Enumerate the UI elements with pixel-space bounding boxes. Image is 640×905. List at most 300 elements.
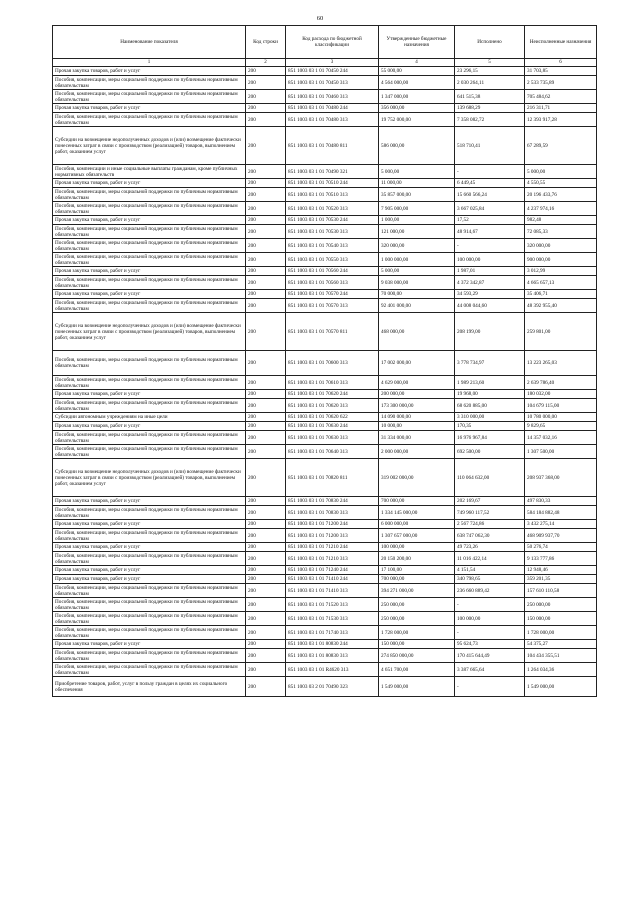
header-approved: Утвержденные бюджетные назначения (379, 26, 455, 59)
table-body (53, 67, 597, 697)
row-name: Пособия, компенсации, меры социальной поддержки по публичным нормативным обязательствам (53, 584, 246, 598)
row-approved: 5 000,00 (379, 267, 455, 276)
row-executed: 34 593,29 (455, 290, 525, 299)
row-executed: - (455, 239, 525, 253)
row-name: Прочая закупка товаров, работ и услуг (53, 422, 246, 431)
row-remaining: 4 237 974,16 (525, 202, 597, 216)
row-remaining: 14 357 032,16 (525, 431, 597, 445)
row-budget-code: 851 1003 03 1 01 70630 244 (286, 422, 379, 431)
budget-execution-table (52, 25, 597, 697)
row-executed: 1 987,01 (455, 267, 525, 276)
table-row (53, 506, 597, 520)
table-row (53, 104, 597, 113)
row-executed: 110 064 632,00 (455, 459, 525, 497)
row-budget-code: 851 1003 03 1 01 70480 244 (286, 104, 379, 113)
row-name: Пособия, компенсации, меры социальной поддержки по публичным нормативным обязательствам (53, 299, 246, 313)
row-remaining: 35 406,71 (525, 290, 597, 299)
row-approved: 173 300 000,00 (379, 399, 455, 413)
row-name: Субсидии на возмещение недополученных доходов и (или) возмещение фактически понесенных затрат в связи с производством (реализацией) товаров, выполнением работ, оказанием услуг (53, 313, 246, 351)
row-remaining: 54 375,27 (525, 640, 597, 649)
table-row (53, 165, 597, 179)
table-row (53, 188, 597, 202)
table-row (53, 663, 597, 677)
row-name: Прочая закупка товаров, работ и услуг (53, 290, 246, 299)
row-executed: 68 620 885,00 (455, 399, 525, 413)
row-line-code: 200 (246, 413, 286, 422)
row-name: Пособия, компенсации, меры социальной поддержки по публичным нормативным обязательствам (53, 376, 246, 390)
row-approved: 14 090 000,00 (379, 413, 455, 422)
row-remaining: 259 801,00 (525, 313, 597, 351)
column-number: 4 (379, 59, 455, 67)
row-remaining: 320 000,00 (525, 239, 597, 253)
row-approved: 10 000,00 (379, 422, 455, 431)
row-remaining: 4 550,55 (525, 179, 597, 188)
table-row (53, 413, 597, 422)
row-approved: 100 000,00 (379, 543, 455, 552)
row-name: Пособия, компенсации, меры социальной поддержки по публичным нормативным обязательствам (53, 225, 246, 239)
row-executed: 23 296,15 (455, 67, 525, 76)
row-remaining: 104 679 115,00 (525, 399, 597, 413)
row-line-code: 200 (246, 520, 286, 529)
row-remaining: 468 909 937,70 (525, 529, 597, 543)
row-name: Прочая закупка товаров, работ и услуг (53, 216, 246, 225)
row-line-code: 200 (246, 376, 286, 390)
row-name: Пособия, компенсации, меры социальной поддержки по публичным нормативным обязательствам (53, 626, 246, 640)
row-remaining: 1 549 000,00 (525, 677, 597, 697)
row-name: Пособия, компенсации, меры социальной поддержки по публичным нормативным обязательствам (53, 552, 246, 566)
row-approved: 320 000,00 (379, 239, 455, 253)
row-approved: 31 334 000,00 (379, 431, 455, 445)
row-executed: - (455, 626, 525, 640)
table-row (53, 598, 597, 612)
row-name: Пособия, компенсации, меры социальной поддержки по публичным нормативным обязательствам (53, 188, 246, 202)
row-remaining: 359 201,35 (525, 575, 597, 584)
row-name: Прочая закупка товаров, работ и услуг (53, 566, 246, 575)
row-executed: 518 710,41 (455, 127, 525, 165)
row-budget-code: 851 1003 03 1 01 70540 313 (286, 239, 379, 253)
row-approved: 356 000,00 (379, 104, 455, 113)
row-budget-code: 851 1003 03 1 01 70510 313 (286, 188, 379, 202)
row-executed: - (455, 165, 525, 179)
table-row (53, 649, 597, 663)
row-line-code: 200 (246, 351, 286, 376)
table-row (53, 216, 597, 225)
row-remaining: 1 264 034,36 (525, 663, 597, 677)
row-line-code: 200 (246, 640, 286, 649)
row-line-code: 200 (246, 188, 286, 202)
row-approved: 394 271 000,00 (379, 584, 455, 598)
row-remaining: 5 000,00 (525, 165, 597, 179)
row-executed: 3 310 000,00 (455, 413, 525, 422)
row-budget-code: 851 1003 03 1 01 70640 313 (286, 445, 379, 459)
row-name: Пособия, компенсации, меры социальной поддержки по публичным нормативным обязательствам (53, 529, 246, 543)
row-line-code: 200 (246, 431, 286, 445)
row-name: Пособия, компенсации, меры социальной поддержки по публичным нормативным обязательствам (53, 431, 246, 445)
row-approved: 35 857 000,00 (379, 188, 455, 202)
row-budget-code: 851 1003 03 1 01 70520 313 (286, 202, 379, 216)
row-name: Пособия, компенсации, меры социальной поддержки по публичным нормативным обязательствам (53, 76, 246, 90)
row-executed: 4 151,54 (455, 566, 525, 575)
table-row (53, 351, 597, 376)
row-approved: 1 549 000,00 (379, 677, 455, 697)
row-executed: 1 989 213,60 (455, 376, 525, 390)
row-remaining: 208 937 368,00 (525, 459, 597, 497)
table-row (53, 225, 597, 239)
table-row (53, 566, 597, 575)
row-remaining: 10 780 000,00 (525, 413, 597, 422)
row-budget-code: 851 1003 03 1 01 70480 811 (286, 127, 379, 165)
row-line-code: 200 (246, 445, 286, 459)
row-executed: 48 914,67 (455, 225, 525, 239)
row-approved: 9 038 000,00 (379, 276, 455, 290)
row-line-code: 200 (246, 566, 286, 575)
row-remaining: 12 948,46 (525, 566, 597, 575)
row-budget-code: 851 1003 03 1 01 70620 244 (286, 390, 379, 399)
row-remaining: 9 829,65 (525, 422, 597, 431)
header-executed: Исполнено (455, 26, 525, 59)
table-row (53, 239, 597, 253)
row-budget-code: 851 1003 03 1 01 71410 313 (286, 584, 379, 598)
table-row (53, 399, 597, 413)
row-line-code: 200 (246, 76, 286, 90)
row-approved: 1 000,00 (379, 216, 455, 225)
row-approved: 700 000,00 (379, 497, 455, 506)
header-line-code: Код строки (246, 26, 286, 59)
row-name: Пособия, компенсации, меры социальной поддержки по публичным нормативным обязательствам (53, 239, 246, 253)
row-remaining: 67 289,59 (525, 127, 597, 165)
header-budget-code: Код расхода по бюджетной классификации (286, 26, 379, 59)
table-row (53, 76, 597, 90)
row-approved: 150 000,00 (379, 640, 455, 649)
row-approved: 70 000,00 (379, 290, 455, 299)
table-row (53, 127, 597, 165)
column-number: 3 (286, 59, 379, 67)
row-remaining: 31 703,85 (525, 67, 597, 76)
row-name: Прочая закупка товаров, работ и услуг (53, 575, 246, 584)
row-executed: 95 624,73 (455, 640, 525, 649)
row-name: Пособия, компенсации, меры социальной поддержки по публичным нормативным обязательствам (53, 649, 246, 663)
row-remaining: 13 223 265,03 (525, 351, 597, 376)
table-row (53, 677, 597, 697)
table-row (53, 445, 597, 459)
row-line-code: 200 (246, 202, 286, 216)
row-executed: 749 960 117,52 (455, 506, 525, 520)
table-row (53, 584, 597, 598)
row-approved: 17 100,00 (379, 566, 455, 575)
row-budget-code: 851 1003 03 1 01 70570 244 (286, 290, 379, 299)
row-name: Пособия, компенсации, меры социальной поддержки по публичным нормативным обязательствам (53, 612, 246, 626)
row-budget-code: 851 1003 03 1 01 70830 313 (286, 506, 379, 520)
row-name: Прочая закупка товаров, работ и услуг (53, 497, 246, 506)
row-executed: 641 515,38 (455, 90, 525, 104)
column-number: 2 (246, 59, 286, 67)
row-name: Пособия, компенсации, меры социальной поддержки по публичным нормативным обязательствам (53, 506, 246, 520)
table-row (53, 552, 597, 566)
row-budget-code: 851 1003 03 2 01 70490 323 (286, 677, 379, 697)
row-executed: 7 358 082,72 (455, 113, 525, 127)
row-executed: 100 000,00 (455, 253, 525, 267)
table-row (53, 179, 597, 188)
row-approved: 200 000,00 (379, 390, 455, 399)
row-name: Прочая закупка товаров, работ и услуг (53, 67, 246, 76)
row-line-code: 200 (246, 649, 286, 663)
row-executed: 202 169,67 (455, 497, 525, 506)
row-budget-code: 851 1003 03 1 01 71530 313 (286, 612, 379, 626)
row-remaining: 3 432 275,14 (525, 520, 597, 529)
row-approved: 250 000,00 (379, 612, 455, 626)
row-budget-code: 851 1003 03 1 01 71210 244 (286, 543, 379, 552)
row-budget-code: 851 1003 03 1 01 70480 313 (286, 113, 379, 127)
row-budget-code: 851 1003 03 1 01 71200 244 (286, 520, 379, 529)
row-remaining: 705 484,62 (525, 90, 597, 104)
column-number: 1 (53, 59, 246, 67)
table-row (53, 390, 597, 399)
row-remaining: 250 000,00 (525, 598, 597, 612)
header-name: Наименование показателя (53, 26, 246, 59)
row-budget-code: 851 1003 03 1 01 70620 313 (286, 399, 379, 413)
row-approved: 11 000,00 (379, 179, 455, 188)
row-budget-code: 851 1003 03 1 01 70610 313 (286, 376, 379, 390)
row-name: Прочая закупка товаров, работ и услуг (53, 390, 246, 399)
row-approved: 250 000,00 (379, 598, 455, 612)
row-line-code: 200 (246, 225, 286, 239)
row-budget-code: 851 1003 03 1 01 70490 321 (286, 165, 379, 179)
table-row (53, 90, 597, 104)
row-approved: 1 728 000,00 (379, 626, 455, 640)
row-name: Пособия, компенсации, меры социальной поддержки по публичным нормативным обязательствам (53, 445, 246, 459)
row-budget-code: 851 1003 03 1 01 70620 622 (286, 413, 379, 422)
table-row (53, 202, 597, 216)
table-row (53, 529, 597, 543)
row-budget-code: 851 1003 03 1 01 70550 313 (286, 253, 379, 267)
table-row (53, 422, 597, 431)
row-line-code: 200 (246, 399, 286, 413)
row-approved: 1 307 657 000,00 (379, 529, 455, 543)
row-remaining: 216 311,71 (525, 104, 597, 113)
row-line-code: 200 (246, 239, 286, 253)
header-remaining: Неисполненные назначения (525, 26, 597, 59)
row-budget-code: 851 1003 03 1 01 70530 244 (286, 216, 379, 225)
row-name: Субсидии автономным учреждениям на иные цели (53, 413, 246, 422)
row-approved: 55 000,00 (379, 67, 455, 76)
row-executed: 6 449,45 (455, 179, 525, 188)
row-budget-code: 851 1003 03 1 01 70530 313 (286, 225, 379, 239)
row-remaining: 900 000,00 (525, 253, 597, 267)
row-budget-code: 851 1003 03 1 01 70600 313 (286, 351, 379, 376)
row-budget-code: 851 1003 03 1 01 71210 313 (286, 552, 379, 566)
table-row (53, 299, 597, 313)
row-line-code: 200 (246, 663, 286, 677)
row-name: Пособия, компенсации, меры социальной поддержки по публичным нормативным обязательствам (53, 202, 246, 216)
row-name: Прочая закупка товаров, работ и услуг (53, 543, 246, 552)
row-approved: 4 564 000,00 (379, 76, 455, 90)
row-remaining: 150 000,00 (525, 612, 597, 626)
row-line-code: 200 (246, 276, 286, 290)
table-row (53, 267, 597, 276)
row-remaining: 157 610 110,58 (525, 584, 597, 598)
row-line-code: 200 (246, 584, 286, 598)
row-executed: 236 660 889,42 (455, 584, 525, 598)
row-approved: 5 000,00 (379, 165, 455, 179)
row-line-code: 200 (246, 552, 286, 566)
row-executed: 3 667 025,84 (455, 202, 525, 216)
row-line-code: 200 (246, 543, 286, 552)
row-budget-code: 851 1003 03 1 01 70570 313 (286, 299, 379, 313)
table-row (53, 640, 597, 649)
row-name: Пособия, компенсации, меры социальной поддержки по публичным нормативным обязательствам (53, 253, 246, 267)
row-budget-code: 851 1003 03 1 01 71200 313 (286, 529, 379, 543)
column-number-row (53, 59, 597, 67)
row-name: Субсидии на возмещение недополученных доходов и (или) возмещение фактически понесенных затрат в связи с производством (реализацией) товаров, выполнением работ, оказанием услуг (53, 127, 246, 165)
row-name: Субсидии на возмещение недополученных доходов и (или) возмещение фактически понесенных затрат в связи с производством (реализацией) товаров, выполнением работ, оказанием услуг (53, 459, 246, 497)
row-approved: 700 000,00 (379, 575, 455, 584)
row-line-code: 200 (246, 612, 286, 626)
row-approved: 2 000 000,00 (379, 445, 455, 459)
row-line-code: 200 (246, 113, 286, 127)
row-budget-code: 851 1003 03 1 01 71410 244 (286, 575, 379, 584)
row-approved: 17 002 000,00 (379, 351, 455, 376)
row-budget-code: 851 1003 03 1 01 70560 244 (286, 267, 379, 276)
row-executed: 3 387 665,64 (455, 663, 525, 677)
row-approved: 4 629 000,00 (379, 376, 455, 390)
row-executed: 208 199,00 (455, 313, 525, 351)
row-executed: 11 016 422,14 (455, 552, 525, 566)
row-line-code: 200 (246, 459, 286, 497)
row-approved: 274 850 000,00 (379, 649, 455, 663)
row-name: Пособия, компенсации, меры социальной поддержки по публичным нормативным обязательствам (53, 276, 246, 290)
row-line-code: 200 (246, 626, 286, 640)
row-line-code: 200 (246, 390, 286, 399)
row-name: Прочая закупка товаров, работ и услуг (53, 267, 246, 276)
table-row (53, 290, 597, 299)
row-executed: 139 688,29 (455, 104, 525, 113)
row-executed: 17,52 (455, 216, 525, 225)
row-line-code: 200 (246, 677, 286, 697)
table-row (53, 113, 597, 127)
row-line-code: 200 (246, 90, 286, 104)
table-row (53, 313, 597, 351)
row-budget-code: 851 1003 03 1 01 70630 313 (286, 431, 379, 445)
row-budget-code: 851 1003 03 1 01 70830 244 (286, 497, 379, 506)
row-remaining: 9 133 777,86 (525, 552, 597, 566)
row-executed: 692 500,00 (455, 445, 525, 459)
row-executed: 16 976 967,84 (455, 431, 525, 445)
row-executed: 15 660 566,24 (455, 188, 525, 202)
row-budget-code: 851 1003 03 1 01 R4620 313 (286, 663, 379, 677)
row-approved: 1 347 000,00 (379, 90, 455, 104)
row-line-code: 200 (246, 313, 286, 351)
row-budget-code: 851 1003 03 1 01 70820 811 (286, 459, 379, 497)
row-budget-code: 851 1003 03 1 01 70510 244 (286, 179, 379, 188)
row-approved: 586 000,00 (379, 127, 455, 165)
row-approved: 92 401 000,00 (379, 299, 455, 313)
row-remaining: 50 276,74 (525, 543, 597, 552)
table-header-row (53, 26, 597, 59)
row-name: Пособия, компенсации, меры социальной поддержки по публичным нормативным обязательствам (53, 113, 246, 127)
row-executed: 340 798,65 (455, 575, 525, 584)
column-number: 5 (455, 59, 525, 67)
table-row (53, 520, 597, 529)
table-row (53, 67, 597, 76)
row-budget-code: 851 1003 03 1 01 70560 313 (286, 276, 379, 290)
row-budget-code: 851 1003 03 1 01 80830 244 (286, 640, 379, 649)
row-remaining: 2 533 735,89 (525, 76, 597, 90)
row-remaining: 1 307 500,00 (525, 445, 597, 459)
row-executed: 100 000,00 (455, 612, 525, 626)
row-name: Прочая закупка товаров, работ и услуг (53, 640, 246, 649)
page-number: 60 (316, 15, 324, 22)
row-executed: 2 567 724,86 (455, 520, 525, 529)
row-line-code: 200 (246, 575, 286, 584)
row-budget-code: 851 1003 03 1 01 71740 313 (286, 626, 379, 640)
row-approved: 20 150 200,00 (379, 552, 455, 566)
row-executed: 44 008 044,60 (455, 299, 525, 313)
row-approved: 19 752 000,00 (379, 113, 455, 127)
row-name: Пособия, компенсации, меры социальной поддержки по публичным нормативным обязательствам (53, 663, 246, 677)
row-executed: 638 747 062,30 (455, 529, 525, 543)
row-remaining: 180 032,00 (525, 390, 597, 399)
row-name: Пособия, компенсации, меры социальной поддержки по публичным нормативным обязательствам (53, 399, 246, 413)
row-line-code: 200 (246, 104, 286, 113)
row-executed: 49 723,26 (455, 543, 525, 552)
row-line-code: 200 (246, 179, 286, 188)
row-budget-code: 851 1003 03 1 01 71520 313 (286, 598, 379, 612)
table-row (53, 276, 597, 290)
row-remaining: 104 434 355,51 (525, 649, 597, 663)
row-name: Прочая закупка товаров, работ и услуг (53, 104, 246, 113)
table-row (53, 575, 597, 584)
row-remaining: 1 728 000,00 (525, 626, 597, 640)
row-executed: - (455, 677, 525, 697)
row-executed: 2 030 264,11 (455, 76, 525, 90)
row-budget-code: 851 1003 03 1 01 70570 811 (286, 313, 379, 351)
row-budget-code: 851 1003 03 1 01 70460 313 (286, 90, 379, 104)
table-row (53, 543, 597, 552)
table-row (53, 612, 597, 626)
row-remaining: 12 393 917,28 (525, 113, 597, 127)
row-name: Прочая закупка товаров, работ и услуг (53, 179, 246, 188)
row-executed: 19 968,00 (455, 390, 525, 399)
row-approved: 4 651 700,00 (379, 663, 455, 677)
row-approved: 1 000 000,00 (379, 253, 455, 267)
row-remaining: 982,48 (525, 216, 597, 225)
row-executed: 170,35 (455, 422, 525, 431)
row-budget-code: 851 1003 03 1 01 80830 313 (286, 649, 379, 663)
row-name: Пособия, компенсации и иные социальные выплаты гражданам, кроме публичных нормативных обязательств (53, 165, 246, 179)
table-row (53, 459, 597, 497)
row-line-code: 200 (246, 216, 286, 225)
row-approved: 319 002 000,00 (379, 459, 455, 497)
row-budget-code: 851 1003 03 1 01 70450 313 (286, 76, 379, 90)
row-line-code: 200 (246, 253, 286, 267)
row-line-code: 200 (246, 529, 286, 543)
row-remaining: 584 184 882,48 (525, 506, 597, 520)
row-line-code: 200 (246, 506, 286, 520)
row-budget-code: 851 1003 03 1 01 71240 244 (286, 566, 379, 575)
row-executed: 3 778 734,97 (455, 351, 525, 376)
row-executed: - (455, 598, 525, 612)
row-executed: 170 415 644,49 (455, 649, 525, 663)
row-remaining: 72 085,33 (525, 225, 597, 239)
row-approved: 7 905 000,00 (379, 202, 455, 216)
row-line-code: 200 (246, 267, 286, 276)
row-remaining: 497 830,33 (525, 497, 597, 506)
table-row (53, 497, 597, 506)
table-row (53, 431, 597, 445)
row-remaining: 20 196 433,76 (525, 188, 597, 202)
column-number: 6 (525, 59, 597, 67)
row-budget-code: 851 1003 03 1 01 70450 244 (286, 67, 379, 76)
